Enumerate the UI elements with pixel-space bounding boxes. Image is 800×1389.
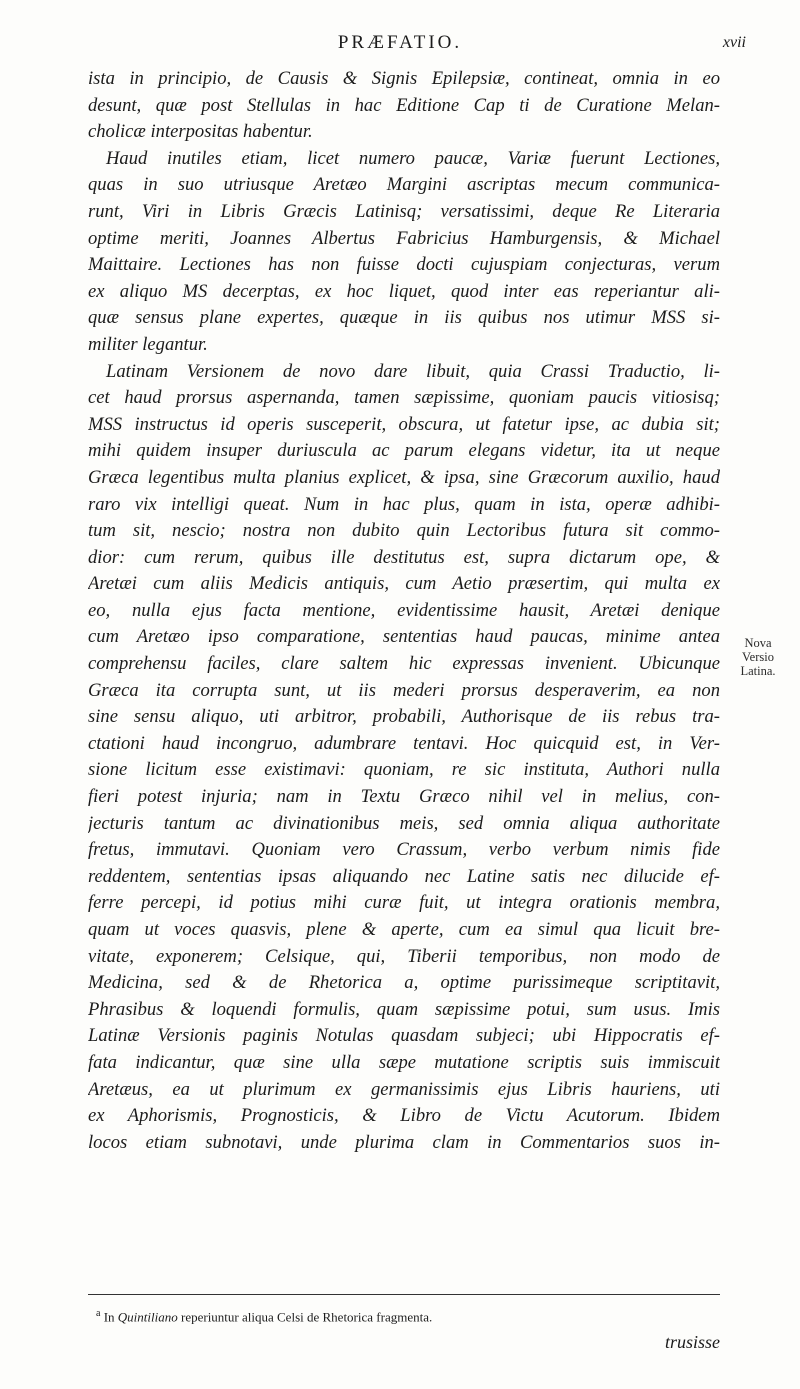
text-line: fata indicantur, quæ sine ulla sæpe mutatione scriptis suis immiscuit [88,1051,720,1073]
margin-note [728,636,788,678]
text-line: cet haud prorsus aspernanda, tamen sæpissime, quoniam paucis vitiosisq; [88,387,720,409]
footnote-mark: a [96,1308,101,1319]
text-line: vitate, exponerem; Celsique, qui, Tiberii temporibus, non modo de [88,945,720,967]
text-line: dior: cum rerum, quibus ille destitutus est, supra dictarum ope, & [88,546,720,568]
catchword: trusisse [664,1332,720,1352]
text-line: mihi quidem insuper duriuscula ac parum elegans videtur, ita ut neque [88,440,720,462]
text-line: Græca ita corrupta sunt, ut iis mederi prorsus desperaverim, ea non [88,679,720,701]
text-line: Græca legentibus multa planius explicet, & ipsa, sine Græcorum auxilio, haud [88,466,720,488]
footnote [96,1306,716,1325]
footnote-author: Quintiliano [117,1309,178,1325]
text-line: comprehensu faciles, clare saltem hic expressas invenient. Ubicunque [88,653,720,675]
text-line: ex aliquo MS decerptas, ex hoc liquet, quod inter eas reperiantur ali- [88,280,720,302]
text-line: Latinæ Versionis paginis Notulas quasdam subjeci; ubi Hippocratis ef- [88,1025,720,1047]
text-line: runt, Viri in Libris Græcis Latinisq; versatissimi, deque Re Literaria [88,200,720,222]
text-line: Aretæi cum aliis Medicis antiquis, cum Aetio præsertim, qui multa ex [88,573,720,595]
text-line: MSS instructus id operis susceperit, obscura, ut fatetur ipse, ac dubia sit; [88,413,720,435]
text-line: locos etiam subnotavi, unde plurima clam in Commentarios suos in- [88,1131,720,1153]
text-line: quam ut voces quasvis, plene & aperte, cum ea simul qua licuit bre- [88,919,720,940]
running-head [0,28,800,58]
text-line: Haud inutiles etiam, licet numero paucæ, Variæ fuerunt Lectiones, [106,147,720,169]
text-line: reddentem, sententias ipsas aliquando nec Latine satis nec dilucide ef- [88,865,720,887]
text-line: eo, nulla ejus facta mentione, evidentissime hausit, Aretæi denique [88,599,720,621]
text-line: Latinam Versionem de novo dare libuit, quia Crassi Traductio, li- [106,360,720,382]
footnote-text: reperiuntur aliqua Celsi de Rhetorica fragmenta. [181,1309,433,1325]
text-line: quas in suo utriusque Aretæo Margini ascriptas mecum communica- [88,174,720,196]
margin-note-line: Nova [744,636,772,650]
margin-note-line: Versio [742,650,774,664]
text-line: desunt, quæ post Stellulas in hac Editione Cap ti de Curatione Melan- [88,94,720,116]
text-line: ex Aphorismis, Prognosticis, & Libro de Victu Acutorum. Ibidem [88,1105,720,1127]
text-line: fretus, immutavi. Quoniam vero Crassum, verbo verbum nimis fide [88,839,720,861]
page-number: xvii [722,34,746,51]
text-line: cum Aretæo ipso comparatione, sententias haud paucas, minime antea [88,626,720,648]
running-title: PRÆFATIO. [337,32,463,53]
text-line: jecturis tantum ac divinationibus meis, sed omnia aliqua authoritate [88,812,720,834]
body-text [88,66,720,1156]
text-line: sine sensu aliquo, uti arbitror, probabili, Authorisque de iis rebus tra- [88,706,720,728]
text-line: optime meriti, Joannes Albertus Fabricius Hamburgensis, & Michael [88,227,720,249]
text-line: fieri potest injuria; nam in Textu Græco nihil vel in melius, con- [88,786,720,808]
footnote-prefix: In [103,1309,115,1325]
text-line: militer legantur. [88,333,208,355]
text-line: Medicina, sed & de Rhetorica a, optime purissimeque scriptitavit, [88,972,720,994]
text-line: cholicæ interpositas habentur. [88,121,313,143]
text-line: sione licitum esse existimavi: quoniam, re sic instituta, Authori nulla [88,759,720,781]
footnote-divider [88,1294,720,1295]
margin-note-line: Latina. [740,664,776,678]
text-line: ferre percepi, id potius mihi curæ fuit, ut integra orationis membra, [88,892,720,914]
text-line: ctationi haud incongruo, adumbrare tentavi. Hoc quicquid est, in Ver- [88,732,720,754]
text-line: Aretæus, ea ut plurimum ex germanissimis ejus Libris hauriens, uti [88,1078,720,1100]
text-line: tum sit, nescio; nostra non dubito quin Lectoribus futura sit commo- [88,520,720,542]
text-line: raro vix intelligi queat. Num in hac plus, quam in ista, operæ adhibi- [88,493,720,515]
text-line: quæ sensus plane expertes, quæque in iis quibus nos utimur MSS si- [88,307,720,329]
text-line: ista in principio, de Causis & Signis Epilepsiæ, contineat, omnia in eo [88,68,720,89]
text-line: Phrasibus & loquendi formulis, quam sæpissime potui, sum usus. Imis [88,998,720,1020]
text-line: Maittaire. Lectiones has non fuisse docti cujuspiam conjecturas, verum [88,254,720,276]
